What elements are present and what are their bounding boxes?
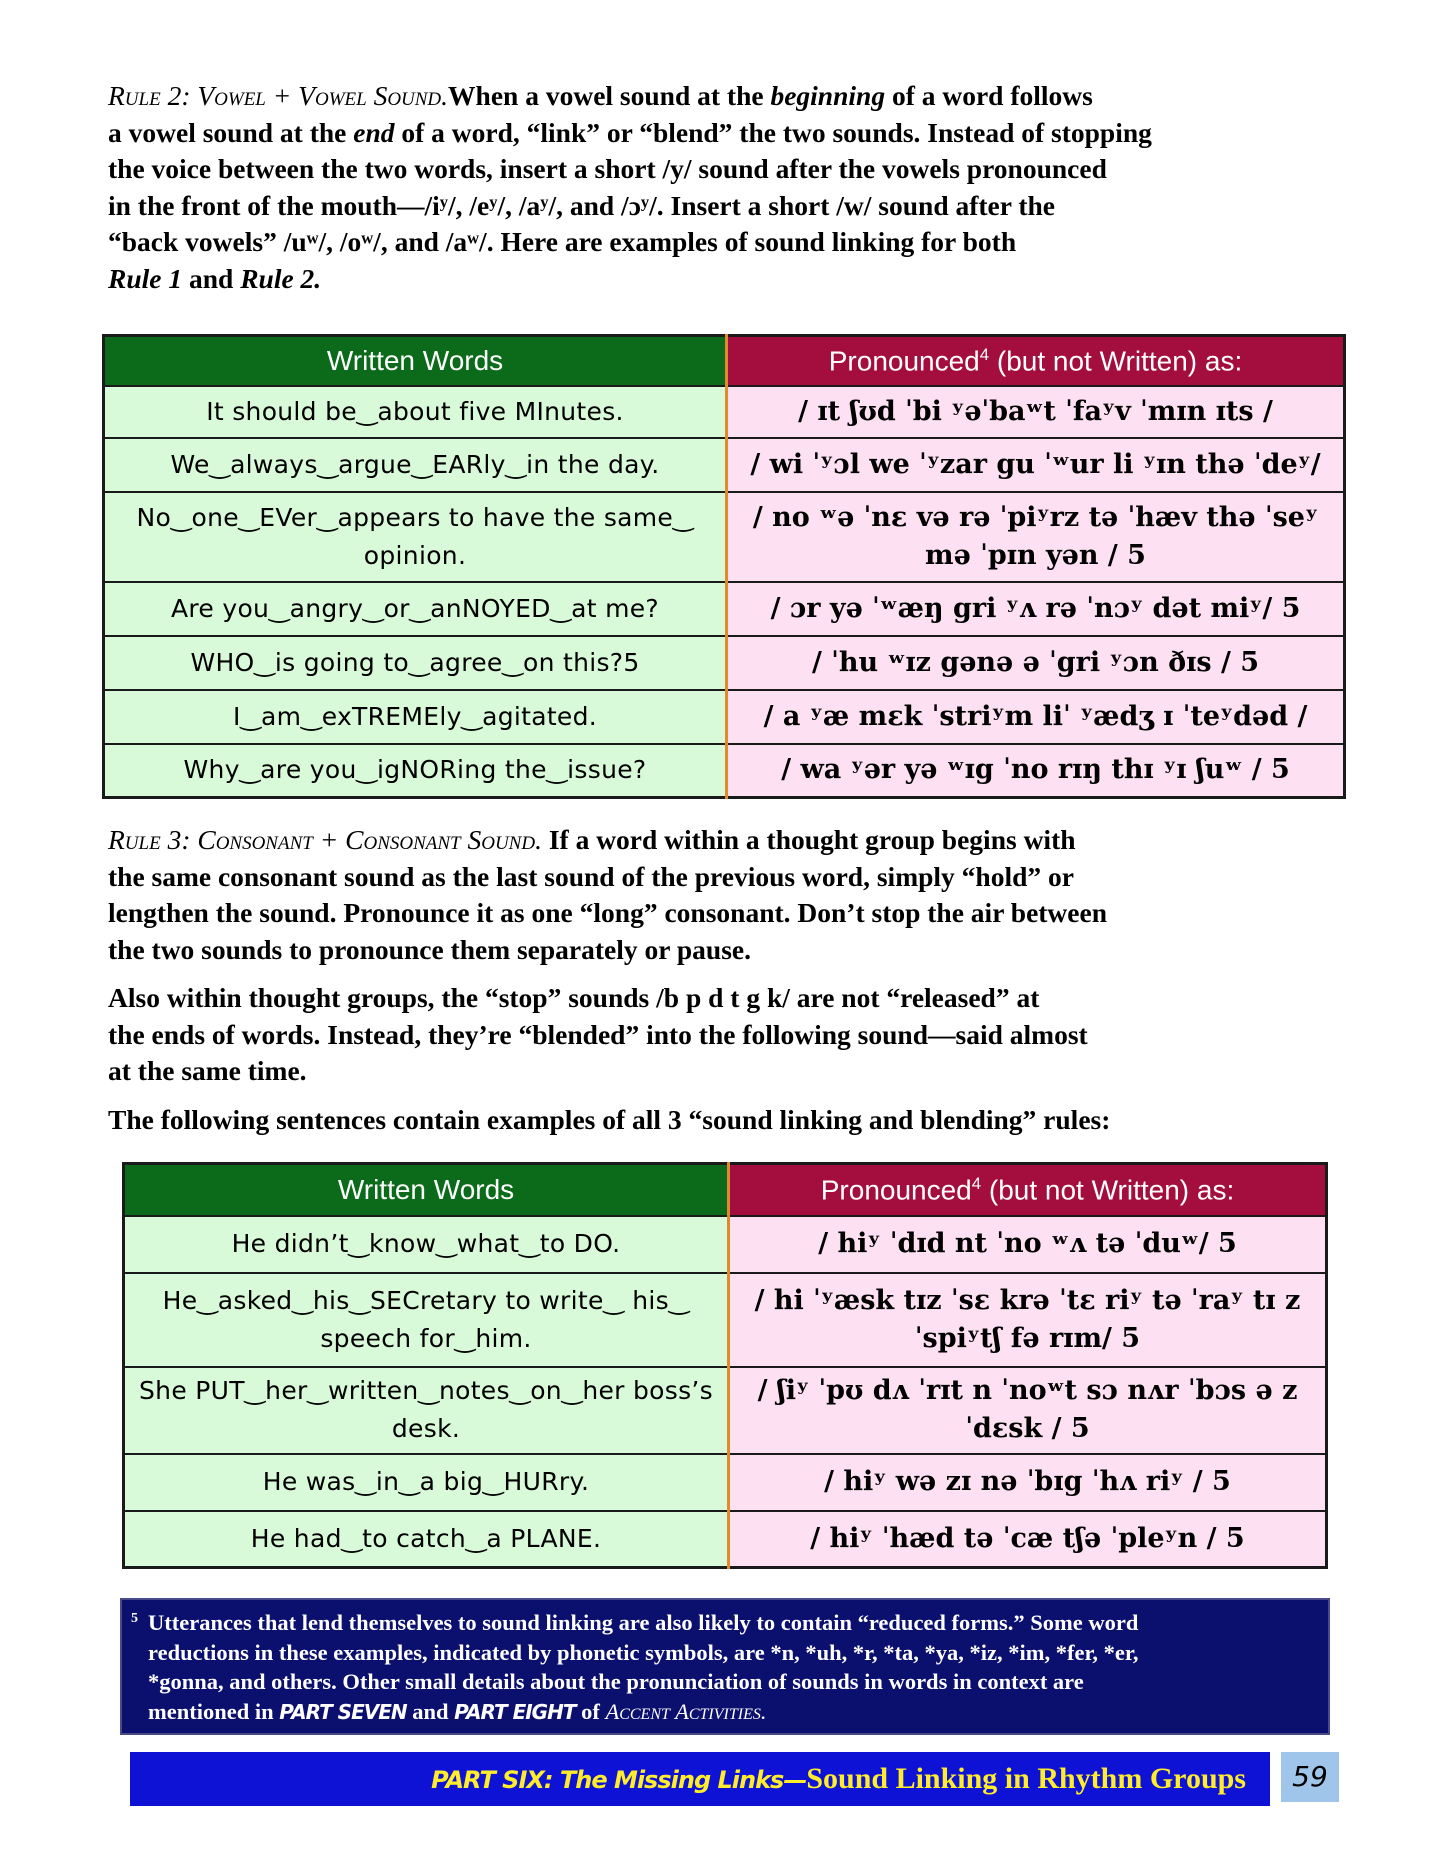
linking-table-1 <box>102 334 1346 799</box>
footnote-number: 5 <box>131 1611 138 1626</box>
table2-body <box>124 1216 1327 1568</box>
pronounced-cell: / ɪt ʃʊd ˈbi ʸəˈbaʷt ˈfaʸv ˈmɪn ɪts / <box>727 386 1345 438</box>
pronounced-cell: / no ʷə ˈnɛ və rə ˈpiʸrz tə ˈhæv thə ˈseʸ mə ˈpɪn yən / 5 <box>727 492 1345 582</box>
table1-body <box>104 386 1345 798</box>
rule2-emphasis: beginning <box>770 80 886 111</box>
table2-intro: The following sentences contain examples of all 3 “sound linking and blending” rules: <box>108 1104 1111 1135</box>
written-words-cell: He didn’t‿know‿what‿to DO. <box>124 1216 729 1273</box>
stops-text: the ends of words. Instead, they’re “blended” into the following sound—said almost <box>108 1018 1088 1050</box>
table-row <box>124 1216 1327 1273</box>
rule3-text: the two sounds to pronounce them separately or pause. <box>108 933 751 965</box>
rule3-text: lengthen the sound. Pronounce it as one “long” consonant. Don’t stop the air between <box>108 897 1107 928</box>
part-eight-label: PART EIGHT <box>454 1699 576 1724</box>
table-row <box>104 582 1345 636</box>
rule3-text: the same consonant sound as the last sound of the previous word, simply “hold” or <box>108 860 1074 892</box>
pronounced-cell: / ʃiʸ ˈpʊ dʌ ˈrɪt n ˈnoʷt sɔ nʌr ˈbɔs ə z ˈdɛsk / 5 <box>729 1367 1327 1454</box>
table-row <box>104 438 1345 492</box>
rule3-title: Rule 3: Consonant + Consonant Sound. <box>108 824 542 855</box>
footer-part: PART SIX: The Missing Links— <box>431 1766 807 1794</box>
rule2-text: “back vowels” /uʷ/, /oʷ/, and /aʷ/. Here are examples of sound linking for both <box>108 226 1017 257</box>
footnote-text: Utterances that lend themselves to sound linking are also likely to contain “reduced forms.” Some word <box>148 1610 1139 1635</box>
rule2-text: in the front of the mouth—/iʸ/, /eʸ/, /aʸ/, and /ɔʸ/. Insert a short /w/ sound after the <box>108 189 1056 221</box>
table-row <box>104 386 1345 438</box>
footer-title: Sound Linking in Rhythm Groups <box>806 1762 1246 1795</box>
header-pronounced: Pronounced$^4$ (but not Written) as: <box>729 1164 1327 1216</box>
pronounced-cell: / hiʸ ˈhæd tə ˈcæ tʃə ˈpleʸn / 5 <box>729 1511 1327 1568</box>
footnote-text: *gonna, and others. Other small details about the pronunciation of sounds in words in context are <box>148 1669 1084 1694</box>
stops-text: at the same time. <box>108 1055 307 1086</box>
footnote-box <box>120 1598 1330 1735</box>
pronounced-cell: / wi ˈʸɔl we ˈʸzar gu ˈʷur li ʸɪn thə ˈdeʸ/ <box>727 438 1345 492</box>
footer-bar <box>130 1752 1270 1806</box>
header-written-words: Written Words <box>104 336 727 386</box>
pronounced-cell: / hiʸ ˈdɪd nt ˈno ʷʌ tə ˈduʷ/ 5 <box>729 1216 1327 1273</box>
rule2-text: of a word follows <box>885 80 1093 111</box>
rule2-text: a vowel sound at the <box>108 116 354 148</box>
footnote-text: reductions in these examples, indicated by phonetic symbols, are *n, *uh, *r, *ta, *ya, *iz, *im, *fer, *er, <box>148 1639 1139 1665</box>
table-row <box>124 1273 1327 1367</box>
rule2-emphasis: end <box>353 116 395 148</box>
footnote-text: mentioned in PART SEVEN and PART EIGHT of Accent Activities. <box>148 1698 767 1724</box>
part-seven-label: PART SEVEN <box>279 1699 407 1724</box>
written-words-cell: I‿am‿exTREMEly‿agitated. <box>104 690 727 744</box>
rule2-text: of a word, “link” or “blend” the two sounds. Instead of stopping <box>394 116 1152 148</box>
table-row <box>124 1454 1327 1511</box>
table-row <box>124 1367 1327 1454</box>
rule-ref: Rule 1 <box>108 262 183 294</box>
pronounced-cell: / hiʸ wə zɪ nə ˈbɪg ˈhʌ riʸ / 5 <box>729 1454 1327 1511</box>
table-row <box>104 636 1345 690</box>
pronounced-cell: / hi ˈʸæsk tɪz ˈsɛ krə ˈtɛ riʸ tə ˈraʸ tɪ z ˈspiʸtʃ fə rɪm/ 5 <box>729 1273 1327 1367</box>
rule2-title: Rule 2: Vowel + Vowel Sound. <box>108 80 449 111</box>
header-pronounced: Pronounced$^4$ (but not Written) as: <box>727 336 1345 386</box>
pronounced-cell: / ɔr yə ˈʷæŋ gri ʸʌ rə ˈnɔʸ dət miʸ/ 5 <box>727 582 1345 636</box>
rule2-text: When a vowel sound at the <box>448 80 771 111</box>
header-written-words: Written Words <box>124 1164 729 1216</box>
table-row <box>124 1511 1327 1568</box>
pronounced-cell: / ˈhu ʷɪz gənə ə ˈgri ʸɔn ðɪs / 5 <box>727 636 1345 690</box>
pronounced-cell: / a ʸæ mɛk ˈstriʸm liˈ ʸædʒ ɪ ˈteʸdəd / <box>727 690 1345 744</box>
written-words-cell: No‿one‿EVer‿appears to have the same‿ opinion. <box>104 492 727 582</box>
written-words-cell: Why‿are you‿igNORing the‿issue? <box>104 744 727 798</box>
rule2-paragraph <box>108 78 1348 297</box>
written-words-cell: He had‿to catch‿a PLANE. <box>124 1511 729 1568</box>
stops-paragraph <box>108 980 1348 1090</box>
written-words-cell: He was‿in‿a big‿HURry. <box>124 1454 729 1511</box>
written-words-cell: Are you‿angry‿or‿anNOYED‿at me? <box>104 582 727 636</box>
rule3-text: If a word within a thought group begins with <box>541 824 1076 855</box>
rule-ref: Rule 2. <box>240 262 322 294</box>
written-words-cell: WHO‿is going to‿agree‿on this?5 <box>104 636 727 690</box>
rule3-paragraph <box>108 822 1348 968</box>
book-title: Accent Activities. <box>605 1698 767 1724</box>
pronounced-cell: / wa ʸər yə ʷɪg ˈno rɪŋ thɪ ʸɪ ʃuʷ / 5 <box>727 744 1345 798</box>
page-number: 59 <box>1281 1752 1339 1802</box>
stops-text: Also within thought groups, the “stop” sounds /b p d t g k/ are not “released” at <box>108 982 1040 1013</box>
written-words-cell: She PUT‿her‿written‿notes‿on‿her boss’s desk. <box>124 1367 729 1454</box>
rule2-text: and <box>182 262 241 294</box>
linking-table-2 <box>122 1162 1328 1569</box>
table-row <box>104 690 1345 744</box>
table-row <box>104 492 1345 582</box>
rule2-text: the voice between the two words, insert a short /y/ sound after the vowels pronounced <box>108 153 1107 184</box>
table-row <box>104 744 1345 798</box>
written-words-cell: It should be‿about five MInutes. <box>104 386 727 438</box>
written-words-cell: He‿asked‿his‿SECretary to write‿ his‿ speech for‿him. <box>124 1273 729 1367</box>
written-words-cell: We‿always‿argue‿EARly‿in the day. <box>104 438 727 492</box>
